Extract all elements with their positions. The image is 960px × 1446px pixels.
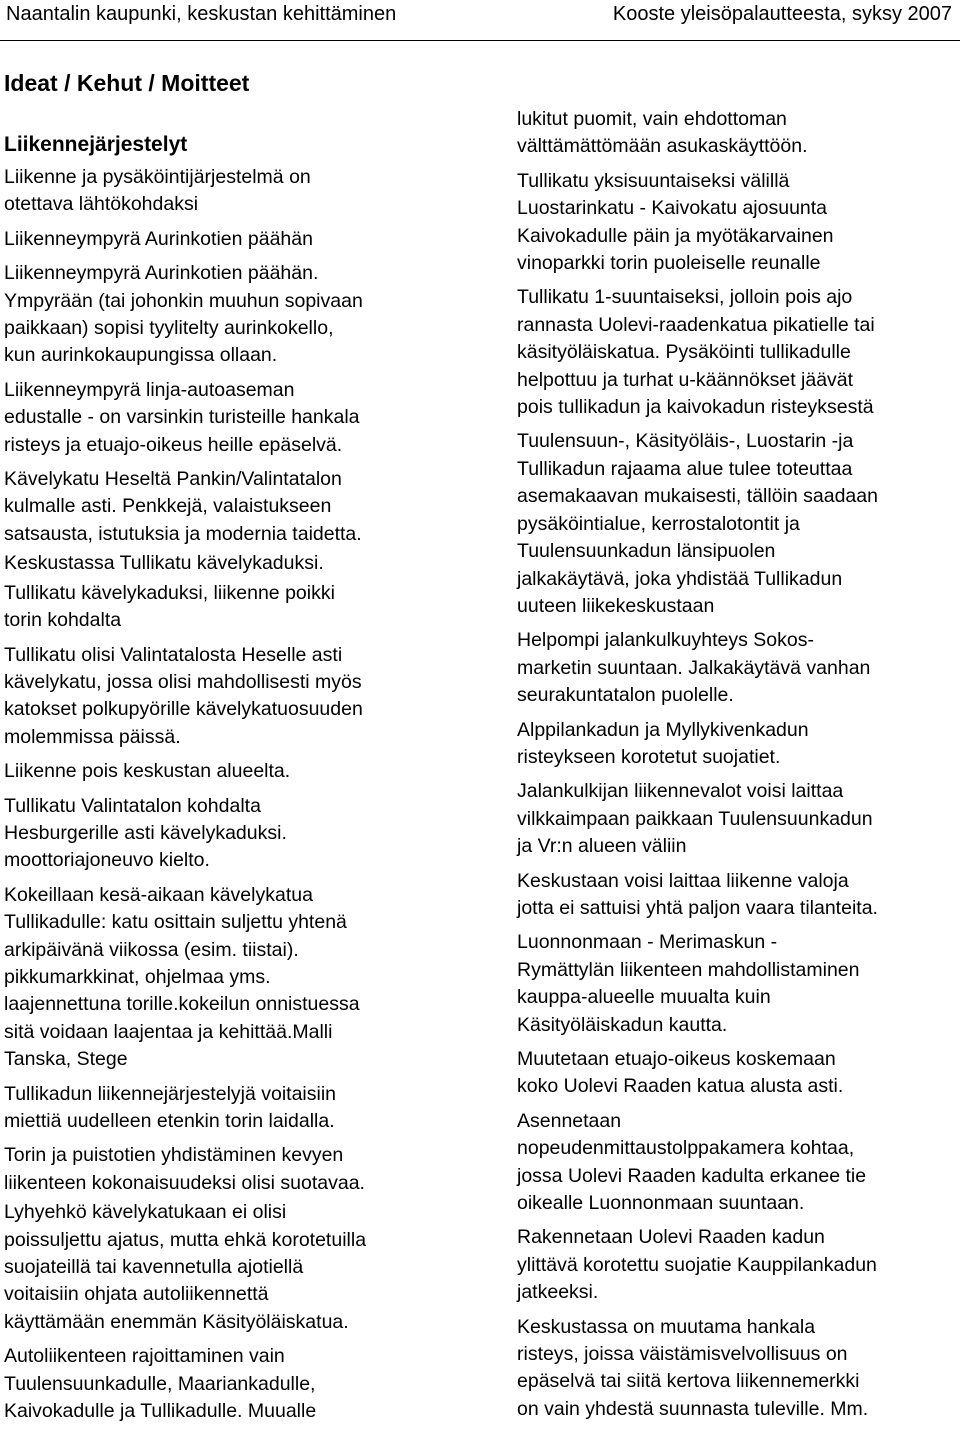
feedback-item: Liikenneympyrä linja-autoaseman edustalle - on varsinkin turisteille hankala risteys ja etuajo-oikeus heille epäselvä.	[4, 378, 360, 456]
feedback-item: Muutetaan etuajo-oikeus koskemaan koko Uolevi Raaden katua alusta asti.	[517, 1048, 844, 1098]
header-organization: Naantalin kaupunki, keskustan kehittäminen	[6, 3, 397, 25]
header-document-title: Kooste yleisöpalautteesta, syksy 2007	[612, 3, 952, 25]
feedback-item: Luonnonmaan - Merimaskun - Rymättylän liikenteen mahdollistaminen kauppa-alueelle muualta kuin Käsityöläiskadun kautta.	[517, 931, 860, 1036]
feedback-item: Tullikatu yksisuuntaiseksi välillä Luostarinkatu - Kaivokatu ajosuunta Kaivokadulle päin ja myötäkarvainen vinoparkki torin puoleiselle reunalle	[517, 169, 834, 275]
feedback-item: Jalankulkijan liikennevalot voisi laittaa vilkkaimpaan paikkaan Tuulensuunkadun ja Vr:n alueen väliin	[517, 780, 873, 858]
feedback-item: Alppilankadun ja Myllykivenkadun risteykseen korotetut suojatiet.	[517, 718, 809, 768]
feedback-item: Kokeillaan kesä-aikaan kävelykatua Tullikadulle: katu osittain suljettu yhtenä arkipäivänä viikossa (esim. tiistai). pikkumarkkinat, ohjelmaa yms. laajennettuna torille.kokeilun onnistuessa sitä voidaan laajentaa ja kehittää.Malli Tanska, Stege	[4, 883, 360, 1071]
feedback-item: Autoliikenteen rajoittaminen vain Tuulensuunkadulle, Maariankadulle, Kaivokadulle ja Tullikadulle. Muualle	[4, 1345, 317, 1423]
feedback-item: Tullikatu Valintatalon kohdalta Hesburgerille asti kävelykaduksi. moottoriajoneuvo kielto.	[4, 794, 287, 872]
feedback-item: Liikenne pois keskustan alueelta.	[4, 760, 291, 783]
feedback-item: Keskustaan voisi laittaa liikenne valoja jotta ei sattuisi yhtä paljon vaara tilanteita.	[517, 869, 878, 919]
left-column	[4, 130, 484, 1432]
feedback-item: Rakennetaan Uolevi Raaden kadun ylittävä korotettu suojatie Kauppilankadun jatkeeksi.	[517, 1226, 877, 1304]
feedback-item: Lyhyehkö kävelykatukaan ei olisi poissuljettu ajatus, mutta ehkä korotetuilla suojateillä tai kavennetulla ajotiellä voitaisiin ohjata autoliikennettä käyttämään enemmän Käsityöläiskatua.	[4, 1201, 367, 1333]
feedback-item: Kävelykatu Heseltä Pankin/Valintatalon kulmalle asti. Penkkejä, valaistukseen satsausta, istutuksia ja modernia taidetta.	[4, 468, 362, 545]
feedback-item: Keskustassa on muutama hankala risteys, joissa väistämisvelvollisuus on epäselvä tai siitä kertova liikennemerkki on vain yhdestä suunnasta tuleville. Mm.	[517, 1315, 869, 1420]
feedback-item: Torin ja puistotien yhdistäminen kevyen liikenteen kokonaisuudeksi olisi suotavaa.	[4, 1144, 365, 1194]
feedback-item: Tullikatu 1-suuntaiseksi, jolloin pois ajo rannasta Uolevi-raadenkatua pikatielle tai käsityöläiskatua. Pysäköinti tullikadulle helpottuu ja turhat u-käännökset jäävät pois tullikadun ja kaivokadun risteyksestä	[517, 286, 875, 419]
feedback-item: lukitut puomit, vain ehdottoman välttämättömään asukaskäyttöön.	[517, 108, 808, 158]
feedback-item: Asennetaan nopeudenmittaustolppakamera kohtaa, jossa Uolevi Raaden kadulta erkanee tie oikealle Luonnonmaan suuntaan.	[517, 1109, 867, 1215]
feedback-item: Tullikadun liikennejärjestelyjä voitaisiin miettiä uudelleen etenkin torin laidalla.	[4, 1082, 337, 1132]
feedback-item: Tuulensuun-, Käsityöläis-, Luostarin -ja Tullikadun rajaama alue tulee toteuttaa asemakaavan mukaisesti, tällöin saadaan pysäköintialue, kerrostalotontit ja Tuulensuunkadun länsipuolen jalkakäytävä, joka yhdistää Tullikadun uuteen liikekeskustaan	[517, 430, 878, 617]
feedback-item: Liikenneympyrä Aurinkotien päähän. Ympyrään (tai johonkin muuhun sopivaan paikkaan) sopisi tyylitelty aurinkokello, kun aurinkokaupungissa ollaan.	[4, 262, 363, 367]
subheading-traffic: Liikennejärjestelyt	[4, 133, 188, 156]
feedback-item: Helpompi jalankulkuyhteys Sokos- marketin suuntaan. Jalkakäytävä vanhan seurakuntatalon puolelle.	[517, 629, 871, 707]
section-title: Ideat / Kehut / Moitteet	[4, 70, 250, 96]
feedback-item: Keskustassa Tullikatu kävelykaduksi.	[4, 552, 324, 575]
right-column	[517, 106, 957, 1430]
feedback-item: Liikenneympyrä Aurinkotien päähän	[4, 227, 313, 250]
feedback-item: Tullikatu kävelykaduksi, liikenne poikki torin kohdalta	[4, 581, 335, 632]
feedback-item: Tullikatu olisi Valintatalosta Heselle asti kävelykatu, jossa olisi mahdollisesti myös katokset polkupyörille kävelykatuosuuden molemmissa päissä.	[4, 643, 363, 748]
feedback-item: Liikenne ja pysäköintijärjestelmä on otettava lähtökohdaksi	[4, 166, 311, 216]
page-header	[0, 0, 960, 41]
